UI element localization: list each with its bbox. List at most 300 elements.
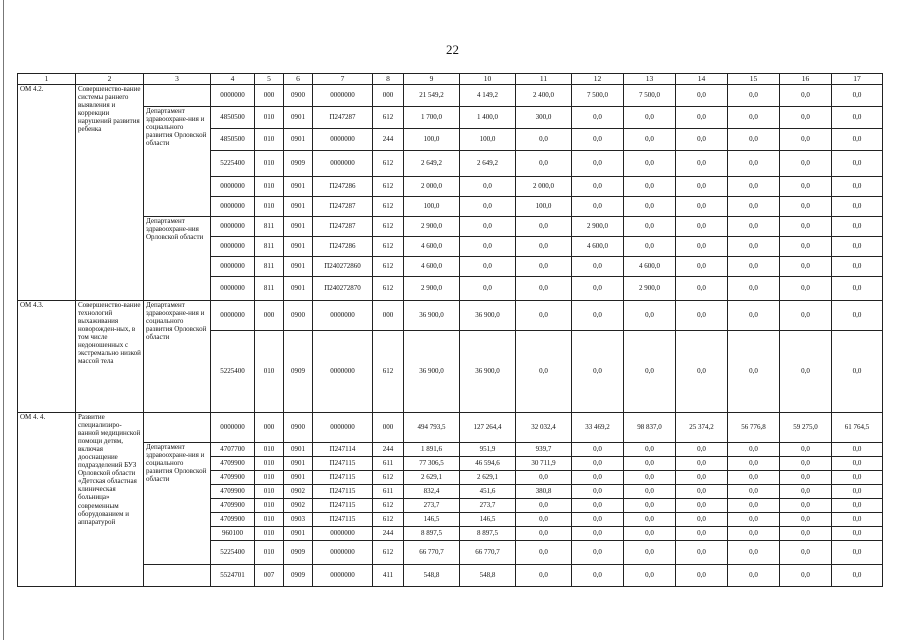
table-cell: 0,0 bbox=[572, 107, 624, 129]
table-cell: 411 bbox=[373, 565, 404, 587]
table-cell: 0,0 bbox=[676, 107, 728, 129]
table-cell: 0,0 bbox=[572, 301, 624, 331]
table-cell: 0,0 bbox=[728, 485, 780, 499]
table-cell: 244 bbox=[373, 443, 404, 457]
table-cell: 0,0 bbox=[780, 565, 832, 587]
table-cell: 0,0 bbox=[832, 85, 883, 107]
table-row bbox=[18, 565, 883, 587]
department-name: Департамент здравоохране-ния и социального развития Орловской области bbox=[144, 443, 211, 565]
table-cell: 007 bbox=[255, 565, 284, 587]
table-cell: 244 bbox=[373, 527, 404, 541]
table-cell: 0,0 bbox=[832, 485, 883, 499]
table-cell: 0,0 bbox=[728, 129, 780, 151]
table-cell: 8 897,5 bbox=[460, 527, 516, 541]
table-cell: 010 bbox=[255, 443, 284, 457]
table-cell: 000 bbox=[373, 301, 404, 331]
table-cell: 36 900,0 bbox=[460, 301, 516, 331]
table-cell: 832,4 bbox=[404, 485, 460, 499]
table-cell: 7 500,0 bbox=[572, 85, 624, 107]
table-cell: 0,0 bbox=[572, 197, 624, 217]
table-cell: 0,0 bbox=[624, 457, 676, 471]
table-cell: 0,0 bbox=[624, 541, 676, 565]
table-cell: 100,0 bbox=[404, 129, 460, 151]
table-cell: 0,0 bbox=[832, 277, 883, 301]
table-cell: 0,0 bbox=[516, 499, 572, 513]
table-cell: 0,0 bbox=[572, 177, 624, 197]
table-cell: 010 bbox=[255, 541, 284, 565]
table-cell: 0,0 bbox=[676, 499, 728, 513]
table-cell: 0,0 bbox=[572, 471, 624, 485]
table-cell: 0,0 bbox=[516, 257, 572, 277]
table-cell: 0,0 bbox=[728, 197, 780, 217]
header-cell: 5 bbox=[255, 74, 284, 85]
table-cell: 0,0 bbox=[516, 565, 572, 587]
row-code: ОМ 4.3. bbox=[18, 301, 76, 413]
table-cell: 612 bbox=[373, 217, 404, 237]
table-cell: 0,0 bbox=[780, 457, 832, 471]
table-cell: 0,0 bbox=[516, 277, 572, 301]
department-name: Департамент здравоохране-ния и социального развития Орловской области bbox=[144, 107, 211, 217]
header-cell: 11 bbox=[516, 74, 572, 85]
table-cell: 300,0 bbox=[516, 107, 572, 129]
table-cell: 0,0 bbox=[832, 301, 883, 331]
table-cell: 4709900 bbox=[211, 471, 255, 485]
table-cell: 0,0 bbox=[460, 237, 516, 257]
table-cell: 0901 bbox=[284, 129, 313, 151]
table-cell: 0,0 bbox=[728, 499, 780, 513]
table-cell: 0,0 bbox=[460, 217, 516, 237]
table-cell: 0901 bbox=[284, 197, 313, 217]
table-cell: 4709900 bbox=[211, 457, 255, 471]
table-cell: 0,0 bbox=[460, 277, 516, 301]
table-cell: П247287 bbox=[313, 217, 373, 237]
table-cell: 0901 bbox=[284, 277, 313, 301]
table-cell: 0,0 bbox=[728, 277, 780, 301]
table-cell: 0,0 bbox=[780, 301, 832, 331]
table-cell: 0,0 bbox=[624, 177, 676, 197]
table-cell: П247287 bbox=[313, 197, 373, 217]
table-cell: 0,0 bbox=[832, 331, 883, 413]
table-cell: 010 bbox=[255, 457, 284, 471]
table-cell: 273,7 bbox=[404, 499, 460, 513]
table-cell: 0,0 bbox=[676, 565, 728, 587]
table-cell: П247286 bbox=[313, 237, 373, 257]
table-cell: 0000000 bbox=[211, 301, 255, 331]
table-cell: 7 500,0 bbox=[624, 85, 676, 107]
table-cell: 2 649,2 bbox=[404, 151, 460, 177]
table-cell: 0,0 bbox=[572, 457, 624, 471]
table-cell: П247115 bbox=[313, 485, 373, 499]
table-cell: П247115 bbox=[313, 457, 373, 471]
table-cell: 0902 bbox=[284, 485, 313, 499]
table-cell: 0,0 bbox=[728, 107, 780, 129]
header-cell: 15 bbox=[728, 74, 780, 85]
table-row bbox=[18, 413, 883, 443]
table-cell: 0,0 bbox=[676, 513, 728, 527]
table-cell: 0,0 bbox=[832, 471, 883, 485]
table-cell: 0000000 bbox=[313, 527, 373, 541]
table-cell: 0,0 bbox=[780, 177, 832, 197]
table-cell: 0,0 bbox=[780, 499, 832, 513]
table-row bbox=[18, 301, 883, 331]
page-number: 22 bbox=[446, 42, 459, 57]
table-cell: 0,0 bbox=[624, 443, 676, 457]
header-cell: 6 bbox=[284, 74, 313, 85]
table-cell: 612 bbox=[373, 541, 404, 565]
table-cell: 2 629,1 bbox=[404, 471, 460, 485]
table-cell: 0,0 bbox=[572, 151, 624, 177]
empty-cell bbox=[144, 413, 211, 443]
table-cell: 0,0 bbox=[624, 471, 676, 485]
table-cell: 4709900 bbox=[211, 485, 255, 499]
table-cell: 0,0 bbox=[832, 197, 883, 217]
header-cell: 2 bbox=[76, 74, 144, 85]
table-cell: 2 000,0 bbox=[516, 177, 572, 197]
table-cell: 0,0 bbox=[728, 443, 780, 457]
table-cell: 0909 bbox=[284, 565, 313, 587]
table-cell: 36 900,0 bbox=[404, 301, 460, 331]
table-cell: 98 837,0 bbox=[624, 413, 676, 443]
table-cell: 0,0 bbox=[676, 301, 728, 331]
table-cell: П247114 bbox=[313, 443, 373, 457]
table-cell: 0901 bbox=[284, 457, 313, 471]
table-cell: 380,8 bbox=[516, 485, 572, 499]
table-cell: П247286 bbox=[313, 177, 373, 197]
table-cell: 0000000 bbox=[211, 257, 255, 277]
table-cell: 451,6 bbox=[460, 485, 516, 499]
table-cell: 0903 bbox=[284, 513, 313, 527]
table-cell: 5225400 bbox=[211, 541, 255, 565]
header-cell: 4 bbox=[211, 74, 255, 85]
header-cell: 3 bbox=[144, 74, 211, 85]
table-cell: П247115 bbox=[313, 513, 373, 527]
table-cell: 36 900,0 bbox=[460, 331, 516, 413]
table-cell: 32 032,4 bbox=[516, 413, 572, 443]
table-cell: 0,0 bbox=[780, 277, 832, 301]
table-cell: 0,0 bbox=[676, 331, 728, 413]
table-cell: 611 bbox=[373, 485, 404, 499]
table-cell: 000 bbox=[373, 85, 404, 107]
table-cell: 4 600,0 bbox=[404, 257, 460, 277]
table-cell: 0,0 bbox=[728, 457, 780, 471]
table-cell: 0,0 bbox=[624, 565, 676, 587]
department-name: Департамент здравоохране-ния и социального развития Орловской области bbox=[144, 301, 211, 413]
table-cell: 811 bbox=[255, 237, 284, 257]
table-cell: 612 bbox=[373, 237, 404, 257]
table-cell: 0000000 bbox=[211, 177, 255, 197]
table-cell: 0,0 bbox=[780, 471, 832, 485]
table-cell: 0,0 bbox=[832, 527, 883, 541]
table-cell: 0,0 bbox=[780, 237, 832, 257]
table-cell: 5225400 bbox=[211, 151, 255, 177]
table-cell: П240272870 bbox=[313, 277, 373, 301]
header-cell: 13 bbox=[624, 74, 676, 85]
table-cell: 811 bbox=[255, 217, 284, 237]
table-cell: 2 649,2 bbox=[460, 151, 516, 177]
table-cell: 66 770,7 bbox=[404, 541, 460, 565]
table-cell: 811 bbox=[255, 257, 284, 277]
table-cell: 0,0 bbox=[780, 485, 832, 499]
table-cell: 0,0 bbox=[572, 527, 624, 541]
table-cell: 0000000 bbox=[211, 217, 255, 237]
table-cell: 0,0 bbox=[832, 443, 883, 457]
table-cell: 0000000 bbox=[313, 85, 373, 107]
table-cell: 0,0 bbox=[676, 237, 728, 257]
row-code: ОМ 4.2. bbox=[18, 85, 76, 301]
header-cell: 8 bbox=[373, 74, 404, 85]
table-cell: 0,0 bbox=[572, 499, 624, 513]
table-cell: 0,0 bbox=[832, 565, 883, 587]
empty-cell bbox=[144, 565, 211, 587]
table-cell: 127 264,4 bbox=[460, 413, 516, 443]
table-cell: 0,0 bbox=[780, 129, 832, 151]
table-cell: 0901 bbox=[284, 107, 313, 129]
table-row bbox=[18, 107, 883, 129]
header-cell: 12 bbox=[572, 74, 624, 85]
table-cell: 21 549,2 bbox=[404, 85, 460, 107]
table-cell: 0,0 bbox=[780, 443, 832, 457]
table-cell: 0,0 bbox=[624, 217, 676, 237]
table-cell: 46 594,6 bbox=[460, 457, 516, 471]
table-cell: 612 bbox=[373, 513, 404, 527]
table-cell: 0,0 bbox=[728, 513, 780, 527]
table-cell: П247287 bbox=[313, 107, 373, 129]
table-cell: 0,0 bbox=[676, 197, 728, 217]
table-cell: 1 400,0 bbox=[460, 107, 516, 129]
table-cell: 0900 bbox=[284, 85, 313, 107]
table-cell: 0,0 bbox=[832, 513, 883, 527]
table-cell: 2 900,0 bbox=[404, 277, 460, 301]
table-cell: 612 bbox=[373, 257, 404, 277]
table-cell: 8 897,5 bbox=[404, 527, 460, 541]
table-cell: 25 374,2 bbox=[676, 413, 728, 443]
table-cell: 0,0 bbox=[516, 129, 572, 151]
table-cell: 0,0 bbox=[676, 129, 728, 151]
table-cell: 0,0 bbox=[728, 301, 780, 331]
table-cell: 0,0 bbox=[832, 499, 883, 513]
table-cell: 2 400,0 bbox=[516, 85, 572, 107]
table-cell: 146,5 bbox=[460, 513, 516, 527]
table-cell: 0,0 bbox=[728, 257, 780, 277]
table-cell: 0000000 bbox=[313, 301, 373, 331]
table-cell: 0,0 bbox=[624, 331, 676, 413]
table-cell: 000 bbox=[255, 301, 284, 331]
table-cell: 56 776,8 bbox=[728, 413, 780, 443]
header-cell: 7 bbox=[313, 74, 373, 85]
table-cell: 010 bbox=[255, 471, 284, 485]
table-row bbox=[18, 217, 883, 237]
table-cell: 0900 bbox=[284, 301, 313, 331]
table-cell: 100,0 bbox=[404, 197, 460, 217]
table-cell: 4 600,0 bbox=[572, 237, 624, 257]
table-cell: 0,0 bbox=[728, 177, 780, 197]
table-cell: 494 793,5 bbox=[404, 413, 460, 443]
table-cell: 0,0 bbox=[728, 527, 780, 541]
table-cell: 0,0 bbox=[460, 257, 516, 277]
table-cell: 0,0 bbox=[780, 527, 832, 541]
row-name: Развитие специализиро-ванной медицинской помощи детям, включая дооснащение подразделений БУЗ Орловской области «Детская областная клиническая больница» современным оборудованием и аппаратурой bbox=[76, 413, 144, 587]
table-cell: 30 711,9 bbox=[516, 457, 572, 471]
table-cell: 010 bbox=[255, 197, 284, 217]
table-cell: 0,0 bbox=[780, 197, 832, 217]
table-cell: П240272860 bbox=[313, 257, 373, 277]
table-cell: 0,0 bbox=[676, 443, 728, 457]
table-cell: 0,0 bbox=[676, 85, 728, 107]
table-cell: 612 bbox=[373, 177, 404, 197]
table-cell: 0000000 bbox=[211, 277, 255, 301]
table-cell: 0909 bbox=[284, 541, 313, 565]
table-cell: 4709900 bbox=[211, 499, 255, 513]
table-cell: 0000000 bbox=[313, 151, 373, 177]
table-cell: 0,0 bbox=[624, 151, 676, 177]
table-cell: 0,0 bbox=[516, 237, 572, 257]
table-cell: 0,0 bbox=[728, 331, 780, 413]
table-cell: 0,0 bbox=[780, 257, 832, 277]
table-cell: 548,8 bbox=[404, 565, 460, 587]
table-cell: 0,0 bbox=[832, 541, 883, 565]
header-row bbox=[18, 74, 883, 85]
table-cell: 0901 bbox=[284, 217, 313, 237]
row-name: Совершенство-вание технологий выхаживания новорожден-ных, в том числе недоношенных с экстремально низкой массой тела bbox=[76, 301, 144, 413]
table-cell: 611 bbox=[373, 457, 404, 471]
table-cell: 960100 bbox=[211, 527, 255, 541]
table-cell: 010 bbox=[255, 331, 284, 413]
table-cell: 612 bbox=[373, 499, 404, 513]
table-cell: 36 900,0 bbox=[404, 331, 460, 413]
table-cell: 0909 bbox=[284, 331, 313, 413]
table-cell: 0,0 bbox=[832, 457, 883, 471]
table-cell: 4 149,2 bbox=[460, 85, 516, 107]
table-cell: 0,0 bbox=[572, 257, 624, 277]
table-cell: 000 bbox=[373, 413, 404, 443]
table-cell: 0000000 bbox=[313, 565, 373, 587]
table-cell: 0,0 bbox=[728, 541, 780, 565]
table-cell: 0000000 bbox=[211, 197, 255, 217]
table-cell: 010 bbox=[255, 485, 284, 499]
table-cell: 4850500 bbox=[211, 107, 255, 129]
table-cell: 010 bbox=[255, 177, 284, 197]
table-cell: 0,0 bbox=[676, 457, 728, 471]
table-cell: 0,0 bbox=[624, 527, 676, 541]
table-cell: 0,0 bbox=[832, 107, 883, 129]
table-cell: 0,0 bbox=[516, 301, 572, 331]
table-cell: 612 bbox=[373, 331, 404, 413]
table-cell: 0,0 bbox=[460, 197, 516, 217]
table-cell: 66 770,7 bbox=[460, 541, 516, 565]
table-cell: 0,0 bbox=[460, 177, 516, 197]
table-cell: 0,0 bbox=[572, 443, 624, 457]
page-left-rule bbox=[3, 0, 4, 640]
header-cell: 1 bbox=[18, 74, 76, 85]
table-cell: 0,0 bbox=[728, 471, 780, 485]
table-cell: 0,0 bbox=[676, 471, 728, 485]
table-cell: 0,0 bbox=[780, 217, 832, 237]
table-cell: 0,0 bbox=[728, 151, 780, 177]
table-cell: 0900 bbox=[284, 413, 313, 443]
budget-table bbox=[17, 73, 883, 587]
table-cell: 77 306,5 bbox=[404, 457, 460, 471]
table-cell: 0,0 bbox=[780, 85, 832, 107]
table-cell: 0,0 bbox=[780, 541, 832, 565]
table-cell: 000 bbox=[255, 85, 284, 107]
table-cell: 0,0 bbox=[572, 541, 624, 565]
table-cell: 0,0 bbox=[624, 129, 676, 151]
table-cell: 0000000 bbox=[313, 129, 373, 151]
header-cell: 14 bbox=[676, 74, 728, 85]
table-cell: 612 bbox=[373, 107, 404, 129]
table-cell: 0,0 bbox=[516, 471, 572, 485]
table-cell: 0901 bbox=[284, 527, 313, 541]
table-cell: 100,0 bbox=[516, 197, 572, 217]
table-cell: 0,0 bbox=[676, 527, 728, 541]
table-cell: 0,0 bbox=[832, 151, 883, 177]
header-cell: 10 bbox=[460, 74, 516, 85]
table-cell: 0,0 bbox=[676, 485, 728, 499]
table-cell: 010 bbox=[255, 513, 284, 527]
table-cell: 0,0 bbox=[780, 331, 832, 413]
table-cell: 2 900,0 bbox=[404, 217, 460, 237]
table-cell: 0902 bbox=[284, 499, 313, 513]
table-cell: 0,0 bbox=[624, 237, 676, 257]
table-cell: 0,0 bbox=[676, 277, 728, 301]
header-cell: 16 bbox=[780, 74, 832, 85]
table-cell: 0901 bbox=[284, 471, 313, 485]
table-cell: 811 bbox=[255, 277, 284, 301]
table-cell: 0,0 bbox=[676, 151, 728, 177]
table-cell: 0,0 bbox=[832, 257, 883, 277]
table-cell: 0000000 bbox=[313, 541, 373, 565]
table-cell: 146,5 bbox=[404, 513, 460, 527]
table-cell: 0,0 bbox=[572, 513, 624, 527]
table-cell: 0,0 bbox=[728, 565, 780, 587]
table-cell: 5524701 bbox=[211, 565, 255, 587]
table-cell: 0000000 bbox=[313, 331, 373, 413]
table-cell: 0,0 bbox=[516, 151, 572, 177]
table-cell: 548,8 bbox=[460, 565, 516, 587]
table-cell: 0901 bbox=[284, 443, 313, 457]
table-cell: 0909 bbox=[284, 151, 313, 177]
table-cell: 2 000,0 bbox=[404, 177, 460, 197]
table-cell: 0,0 bbox=[624, 301, 676, 331]
table-cell: 939,7 bbox=[516, 443, 572, 457]
table-cell: 0,0 bbox=[624, 513, 676, 527]
table-cell: 0,0 bbox=[728, 237, 780, 257]
table-cell: 0,0 bbox=[624, 197, 676, 217]
table-cell: 0,0 bbox=[572, 129, 624, 151]
table-cell: 0,0 bbox=[624, 485, 676, 499]
table-cell: 59 275,0 bbox=[780, 413, 832, 443]
table-cell: 0,0 bbox=[676, 257, 728, 277]
table-cell: 010 bbox=[255, 151, 284, 177]
header-cell: 9 bbox=[404, 74, 460, 85]
table-row bbox=[18, 85, 883, 107]
table-cell: 010 bbox=[255, 527, 284, 541]
table-cell: 0901 bbox=[284, 237, 313, 257]
table-cell: 0,0 bbox=[516, 513, 572, 527]
table-row bbox=[18, 443, 883, 457]
table-cell: 33 469,2 bbox=[572, 413, 624, 443]
table-cell: 0,0 bbox=[516, 331, 572, 413]
table-cell: 0,0 bbox=[516, 541, 572, 565]
table-cell: 0,0 bbox=[728, 85, 780, 107]
table-cell: 0,0 bbox=[624, 107, 676, 129]
table-cell: 61 764,5 bbox=[832, 413, 883, 443]
table-cell: 612 bbox=[373, 151, 404, 177]
table-cell: 0,0 bbox=[516, 217, 572, 237]
table-cell: 0,0 bbox=[676, 217, 728, 237]
table-cell: 0,0 bbox=[832, 217, 883, 237]
table-cell: 0,0 bbox=[676, 177, 728, 197]
